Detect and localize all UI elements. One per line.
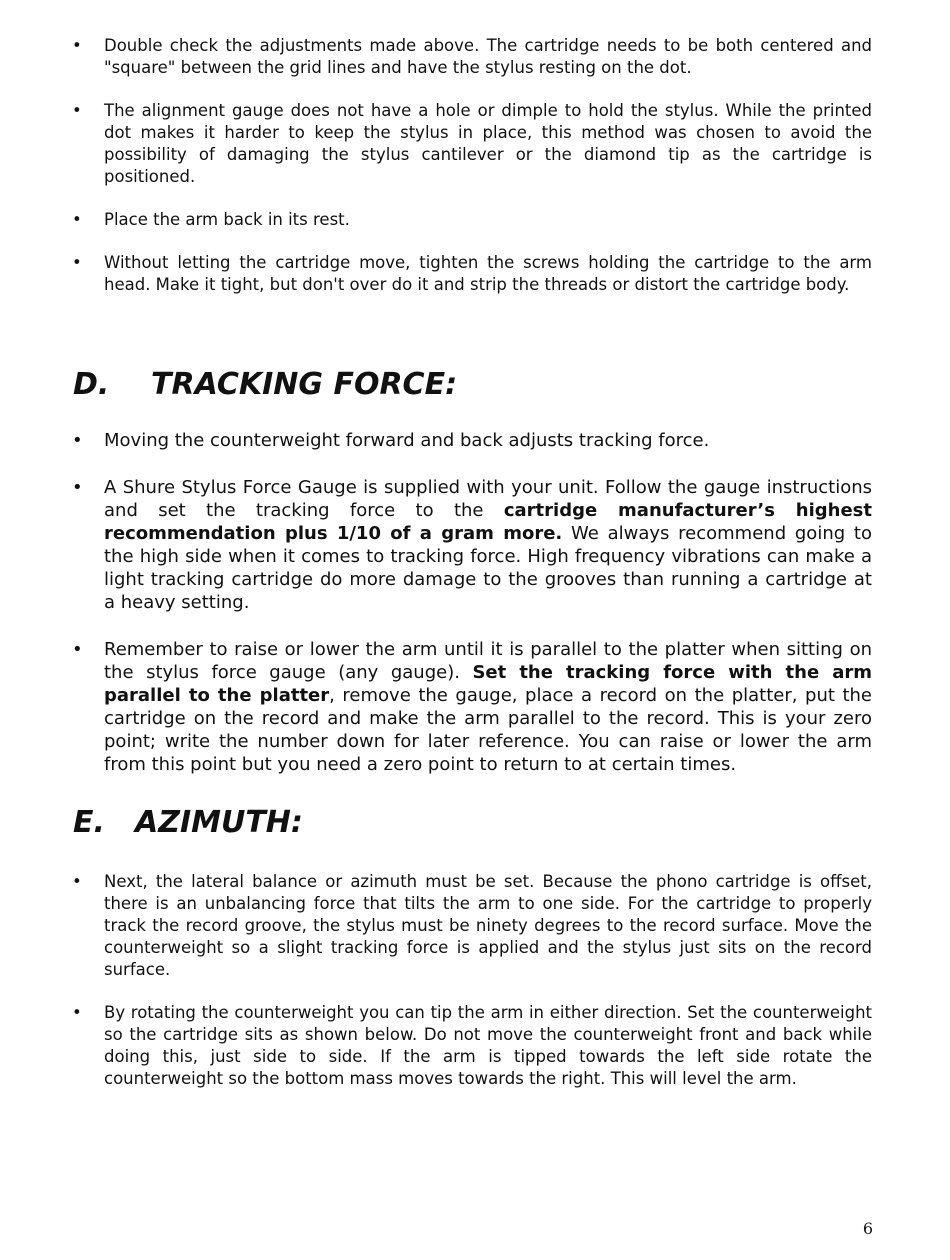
section-e-heading	[73, 806, 303, 840]
section-e-title: AZIMUTH:	[135, 805, 303, 840]
section-e-list	[0, 871, 950, 1090]
list-item-text: A Shure Stylus Force Gauge is supplied with your unit. Follow the gauge instructions and set the tracking force to the	[104, 477, 872, 521]
section-c-list	[0, 35, 950, 296]
bullet-icon: •	[72, 872, 82, 891]
page-number: 6	[862, 1219, 873, 1238]
section-d-heading	[73, 368, 457, 402]
bullet-icon: •	[72, 101, 82, 120]
list-item	[0, 252, 950, 296]
list-item-text: Without letting the cartridge move, tighten the screws holding the cartridge to the arm head. Make it tight, but don't over do it and strip the threads or distort the cartridge body.	[104, 253, 872, 294]
list-item-text: Place the arm back in its rest.	[104, 210, 350, 229]
section-d-title: TRACKING FORCE:	[151, 367, 458, 402]
section-d-list	[0, 429, 950, 776]
list-item	[0, 429, 950, 452]
list-item-text: Double check the adjustments made above. The cartridge needs to be both centered and "square" between the grid lines and have the stylus resting on the dot.	[104, 36, 872, 77]
list-item-text: Moving the counterweight forward and back adjusts tracking force.	[104, 430, 710, 451]
list-item-text: The alignment gauge does not have a hole or dimple to hold the stylus. While the printed dot makes it harder to keep the stylus in place, this method was chosen to avoid the possibility of damaging the stylus cantilever or the diamond tip as the cartridge is positioned.	[104, 101, 872, 186]
list-item-text: Next, the lateral balance or azimuth must be set. Because the phono cartridge is offset, there is an unbalancing force that tilts the arm to one side. For the cartridge to properly track the record groove, the stylus must be ninety degrees to the record surface. Move the counterweight so a slight tracking force is applied and the stylus just sits on the record surface.	[104, 872, 872, 979]
list-item	[0, 209, 950, 231]
bullet-icon: •	[72, 253, 82, 272]
list-item-text: By rotating the counterweight you can tip the arm in either direction. Set the counterweight so the cartridge sits as shown below. Do not move the counterweight front and back while doing this, just side to side. If the arm is tipped towards the left side rotate the counterweight so the bottom mass moves towards the right. This will level the arm.	[104, 1003, 872, 1088]
bullet-icon: •	[72, 210, 82, 229]
list-item	[0, 1002, 950, 1090]
list-item-emphasis: cartridge manufacturer’s highest recommendation plus 1/10 of a gram more.	[104, 500, 873, 544]
section-e-letter: E.	[73, 805, 105, 840]
list-item-emphasis: Set the tracking force with the arm parallel to the platter	[104, 662, 872, 706]
bullet-icon: •	[72, 36, 82, 55]
list-item	[0, 35, 950, 79]
list-item	[0, 871, 950, 981]
bullet-icon: •	[72, 1003, 82, 1022]
list-item-text: Remember to raise or lower the arm until it is parallel to the platter when sitting on the stylus force gauge (any gauge).	[104, 639, 872, 683]
list-item-text: , remove the gauge, place a record on the platter, put the cartridge on the record and make the arm parallel to the record. This is your zero point; write the number down for later reference. You can raise or lower the arm from this point but you need a zero point to return to at certain times.	[104, 685, 872, 775]
section-d-letter: D.	[73, 367, 110, 402]
bullet-icon: •	[72, 430, 83, 451]
list-item-text: We always recommend going to the high side when it comes to tracking force. High frequency vibrations can make a light tracking cartridge do more damage to the grooves than running a cartridge at a heavy setting.	[104, 523, 872, 613]
list-item	[0, 100, 950, 188]
bullet-icon: •	[72, 639, 83, 660]
bullet-icon: •	[72, 477, 83, 498]
list-item	[0, 476, 950, 614]
list-item	[0, 638, 950, 776]
